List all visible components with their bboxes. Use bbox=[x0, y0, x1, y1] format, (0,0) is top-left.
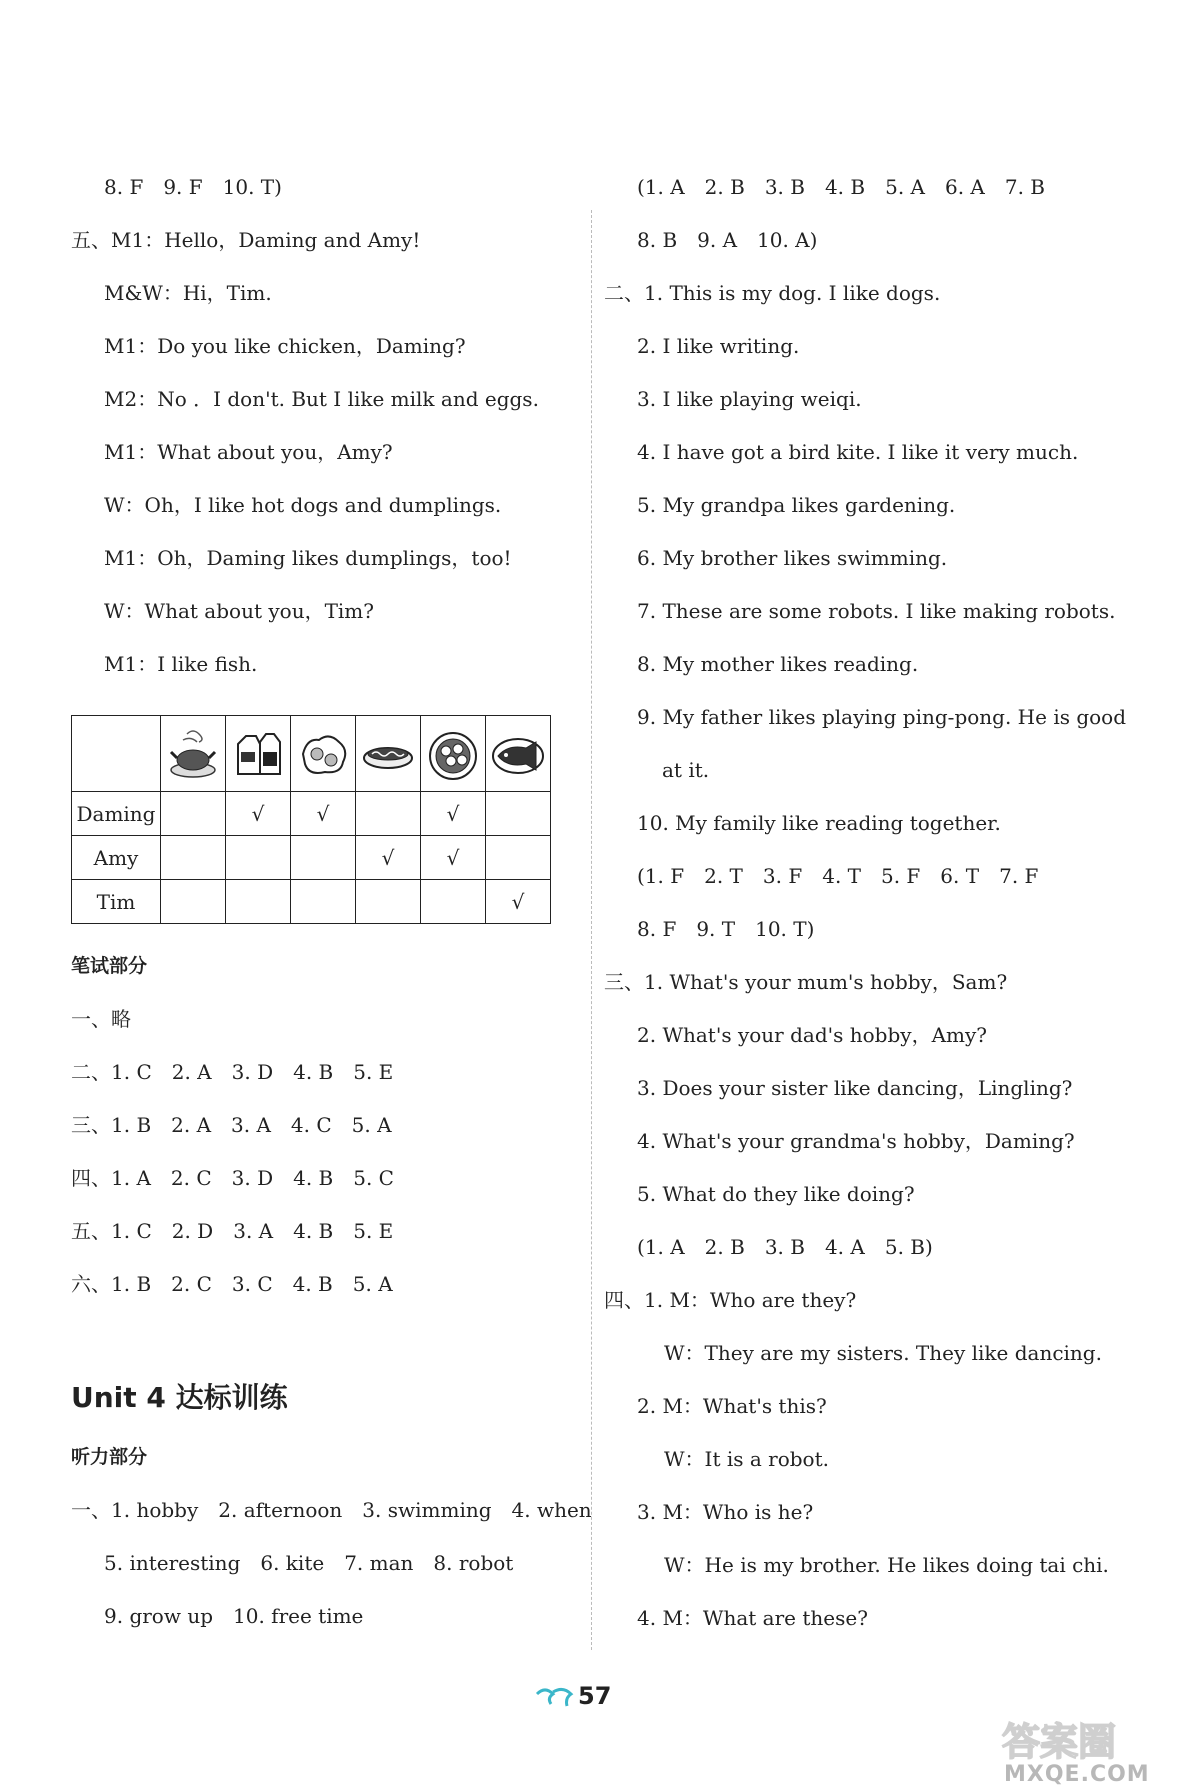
dialogue-line: M1：Do you like chicken，Daming? bbox=[104, 334, 466, 358]
dialogue-line: 五、M1：Hello，Daming and Amy! bbox=[71, 228, 421, 252]
student-name: Tim bbox=[72, 880, 161, 924]
answer-line: 2. What's your dad's hobby，Amy? bbox=[637, 1023, 987, 1047]
table-corner-cell bbox=[72, 716, 161, 792]
page-number: 57 bbox=[578, 1682, 612, 1710]
answer-line: at it. bbox=[662, 758, 710, 782]
answer-line: 二、1. C 2. A 3. D 4. B 5. E bbox=[71, 1060, 394, 1084]
food-cell bbox=[486, 716, 551, 792]
section-heading: 笔试部分 bbox=[71, 955, 148, 977]
dialogue-line: W：Oh，I like hot dogs and dumplings. bbox=[104, 493, 502, 517]
answer-line: 五、1. C 2. D 3. A 4. B 5. E bbox=[71, 1219, 394, 1243]
answer-line: 四、1. A 2. C 3. D 4. B 5. C bbox=[71, 1166, 394, 1190]
check-cell bbox=[226, 880, 291, 924]
table-row bbox=[72, 880, 551, 924]
answer-line: 5. My grandpa likes gardening. bbox=[637, 493, 956, 517]
answer-line: (1. F 2. T 3. F 4. T 5. F 6. T 7. F bbox=[637, 864, 1039, 888]
table-header-row bbox=[72, 716, 551, 792]
dialogue-line: 4. M：What are these? bbox=[637, 1606, 868, 1630]
check-cell: √ bbox=[356, 836, 421, 880]
answer-line: 8. My mother likes reading. bbox=[637, 652, 919, 676]
dialogue-line: W：It is a robot. bbox=[664, 1447, 829, 1471]
section-heading: 听力部分 bbox=[71, 1446, 148, 1468]
check-cell: √ bbox=[486, 880, 551, 924]
table-row bbox=[72, 836, 551, 880]
student-name: Daming bbox=[72, 792, 161, 836]
food-cell bbox=[161, 716, 226, 792]
dialogue-line: M1：What about you，Amy? bbox=[104, 440, 393, 464]
dialogue-line: M&W：Hi，Tim. bbox=[104, 281, 272, 305]
dumplings-icon bbox=[425, 724, 481, 784]
answer-line: (1. A 2. B 3. B 4. B 5. A 6. A 7. B bbox=[637, 175, 1045, 199]
answer-line: 三、1. What's your mum's hobby，Sam? bbox=[604, 970, 1008, 994]
egg-icon bbox=[295, 724, 351, 784]
dialogue-line: W：He is my brother. He likes doing tai chi. bbox=[664, 1553, 1109, 1577]
answer-line: 10. My family like reading together. bbox=[637, 811, 1001, 835]
check-cell bbox=[486, 836, 551, 880]
dialogue-line: M1：I like fish. bbox=[104, 652, 258, 676]
check-cell bbox=[161, 792, 226, 836]
dialogue-line: 2. M：What's this? bbox=[637, 1394, 827, 1418]
answer-line: 3. I like playing weiqi. bbox=[637, 387, 862, 411]
watermark-logo bbox=[996, 1715, 1176, 1765]
answer-line: (1. A 2. B 3. B 4. A 5. B) bbox=[637, 1235, 933, 1259]
answer-line: 2. I like writing. bbox=[637, 334, 800, 358]
answer-line: 8. F 9. T 10. T) bbox=[637, 917, 815, 941]
dialogue-line: W：What about you，Tim? bbox=[104, 599, 374, 623]
check-cell bbox=[356, 792, 421, 836]
food-cell bbox=[356, 716, 421, 792]
column-divider bbox=[591, 210, 592, 1650]
check-cell bbox=[356, 880, 421, 924]
check-cell bbox=[226, 836, 291, 880]
answer-line: 一、1. hobby 2. afternoon 3. swimming 4. when bbox=[71, 1498, 592, 1522]
watermark-title: 答案圈 bbox=[1002, 1720, 1117, 1764]
table-row bbox=[72, 792, 551, 836]
food-cell bbox=[291, 716, 356, 792]
answer-line: 6. My brother likes swimming. bbox=[637, 546, 948, 570]
check-cell: √ bbox=[421, 836, 486, 880]
food-preference-table bbox=[71, 715, 551, 924]
answer-line: 8. B 9. A 10. A) bbox=[637, 228, 818, 252]
answer-line: 9. My father likes playing ping-pong. He is good bbox=[637, 705, 1127, 729]
dialogue-line: 四、1. M：Who are they? bbox=[604, 1288, 857, 1312]
answer-line: 7. These are some robots. I like making robots. bbox=[637, 599, 1116, 623]
answer-line: 三、1. B 2. A 3. A 4. C 5. A bbox=[71, 1113, 392, 1137]
check-cell bbox=[161, 880, 226, 924]
answer-line: 4. What's your grandma's hobby，Daming? bbox=[637, 1129, 1075, 1153]
check-cell bbox=[486, 792, 551, 836]
answer-line: 二、1. This is my dog. I like dogs. bbox=[604, 281, 941, 305]
answer-line: 六、1. B 2. C 3. C 4. B 5. A bbox=[71, 1272, 393, 1296]
answer-line: 8. F 9. F 10. T) bbox=[104, 175, 282, 199]
answer-line: 5. interesting 6. kite 7. man 8. robot bbox=[104, 1551, 514, 1575]
answer-line: 5. What do they like doing? bbox=[637, 1182, 915, 1206]
dialogue-line: 3. M：Who is he? bbox=[637, 1500, 814, 1524]
dialogue-line: W：They are my sisters. They like dancing. bbox=[664, 1341, 1102, 1365]
check-cell bbox=[161, 836, 226, 880]
food-cell bbox=[421, 716, 486, 792]
fish-icon bbox=[490, 724, 546, 784]
check-cell: √ bbox=[291, 792, 356, 836]
check-cell: √ bbox=[226, 792, 291, 836]
hot-dog-icon bbox=[360, 724, 416, 784]
food-cell bbox=[226, 716, 291, 792]
dialogue-line: M1：Oh，Daming likes dumplings，too! bbox=[104, 546, 512, 570]
check-cell bbox=[291, 880, 356, 924]
dialogue-line: M2：No ．I don't. But I like milk and eggs. bbox=[104, 387, 539, 411]
answer-line: 一、略 bbox=[71, 1007, 131, 1031]
check-cell bbox=[421, 880, 486, 924]
check-cell bbox=[291, 836, 356, 880]
watermark-url: MXQE.COM bbox=[1004, 1762, 1150, 1787]
check-cell: √ bbox=[421, 792, 486, 836]
answer-line: 9. grow up 10. free time bbox=[104, 1604, 364, 1628]
unit-title: Unit 4 达标训练 bbox=[71, 1381, 288, 1414]
student-name: Amy bbox=[72, 836, 161, 880]
answer-line: 3. Does your sister like dancing，Lingling? bbox=[637, 1076, 1073, 1100]
page-number-ornament-icon bbox=[535, 1686, 575, 1712]
chicken-icon bbox=[165, 724, 221, 784]
milk-icon bbox=[230, 724, 286, 784]
answer-line: 4. I have got a bird kite. I like it very much. bbox=[637, 440, 1079, 464]
